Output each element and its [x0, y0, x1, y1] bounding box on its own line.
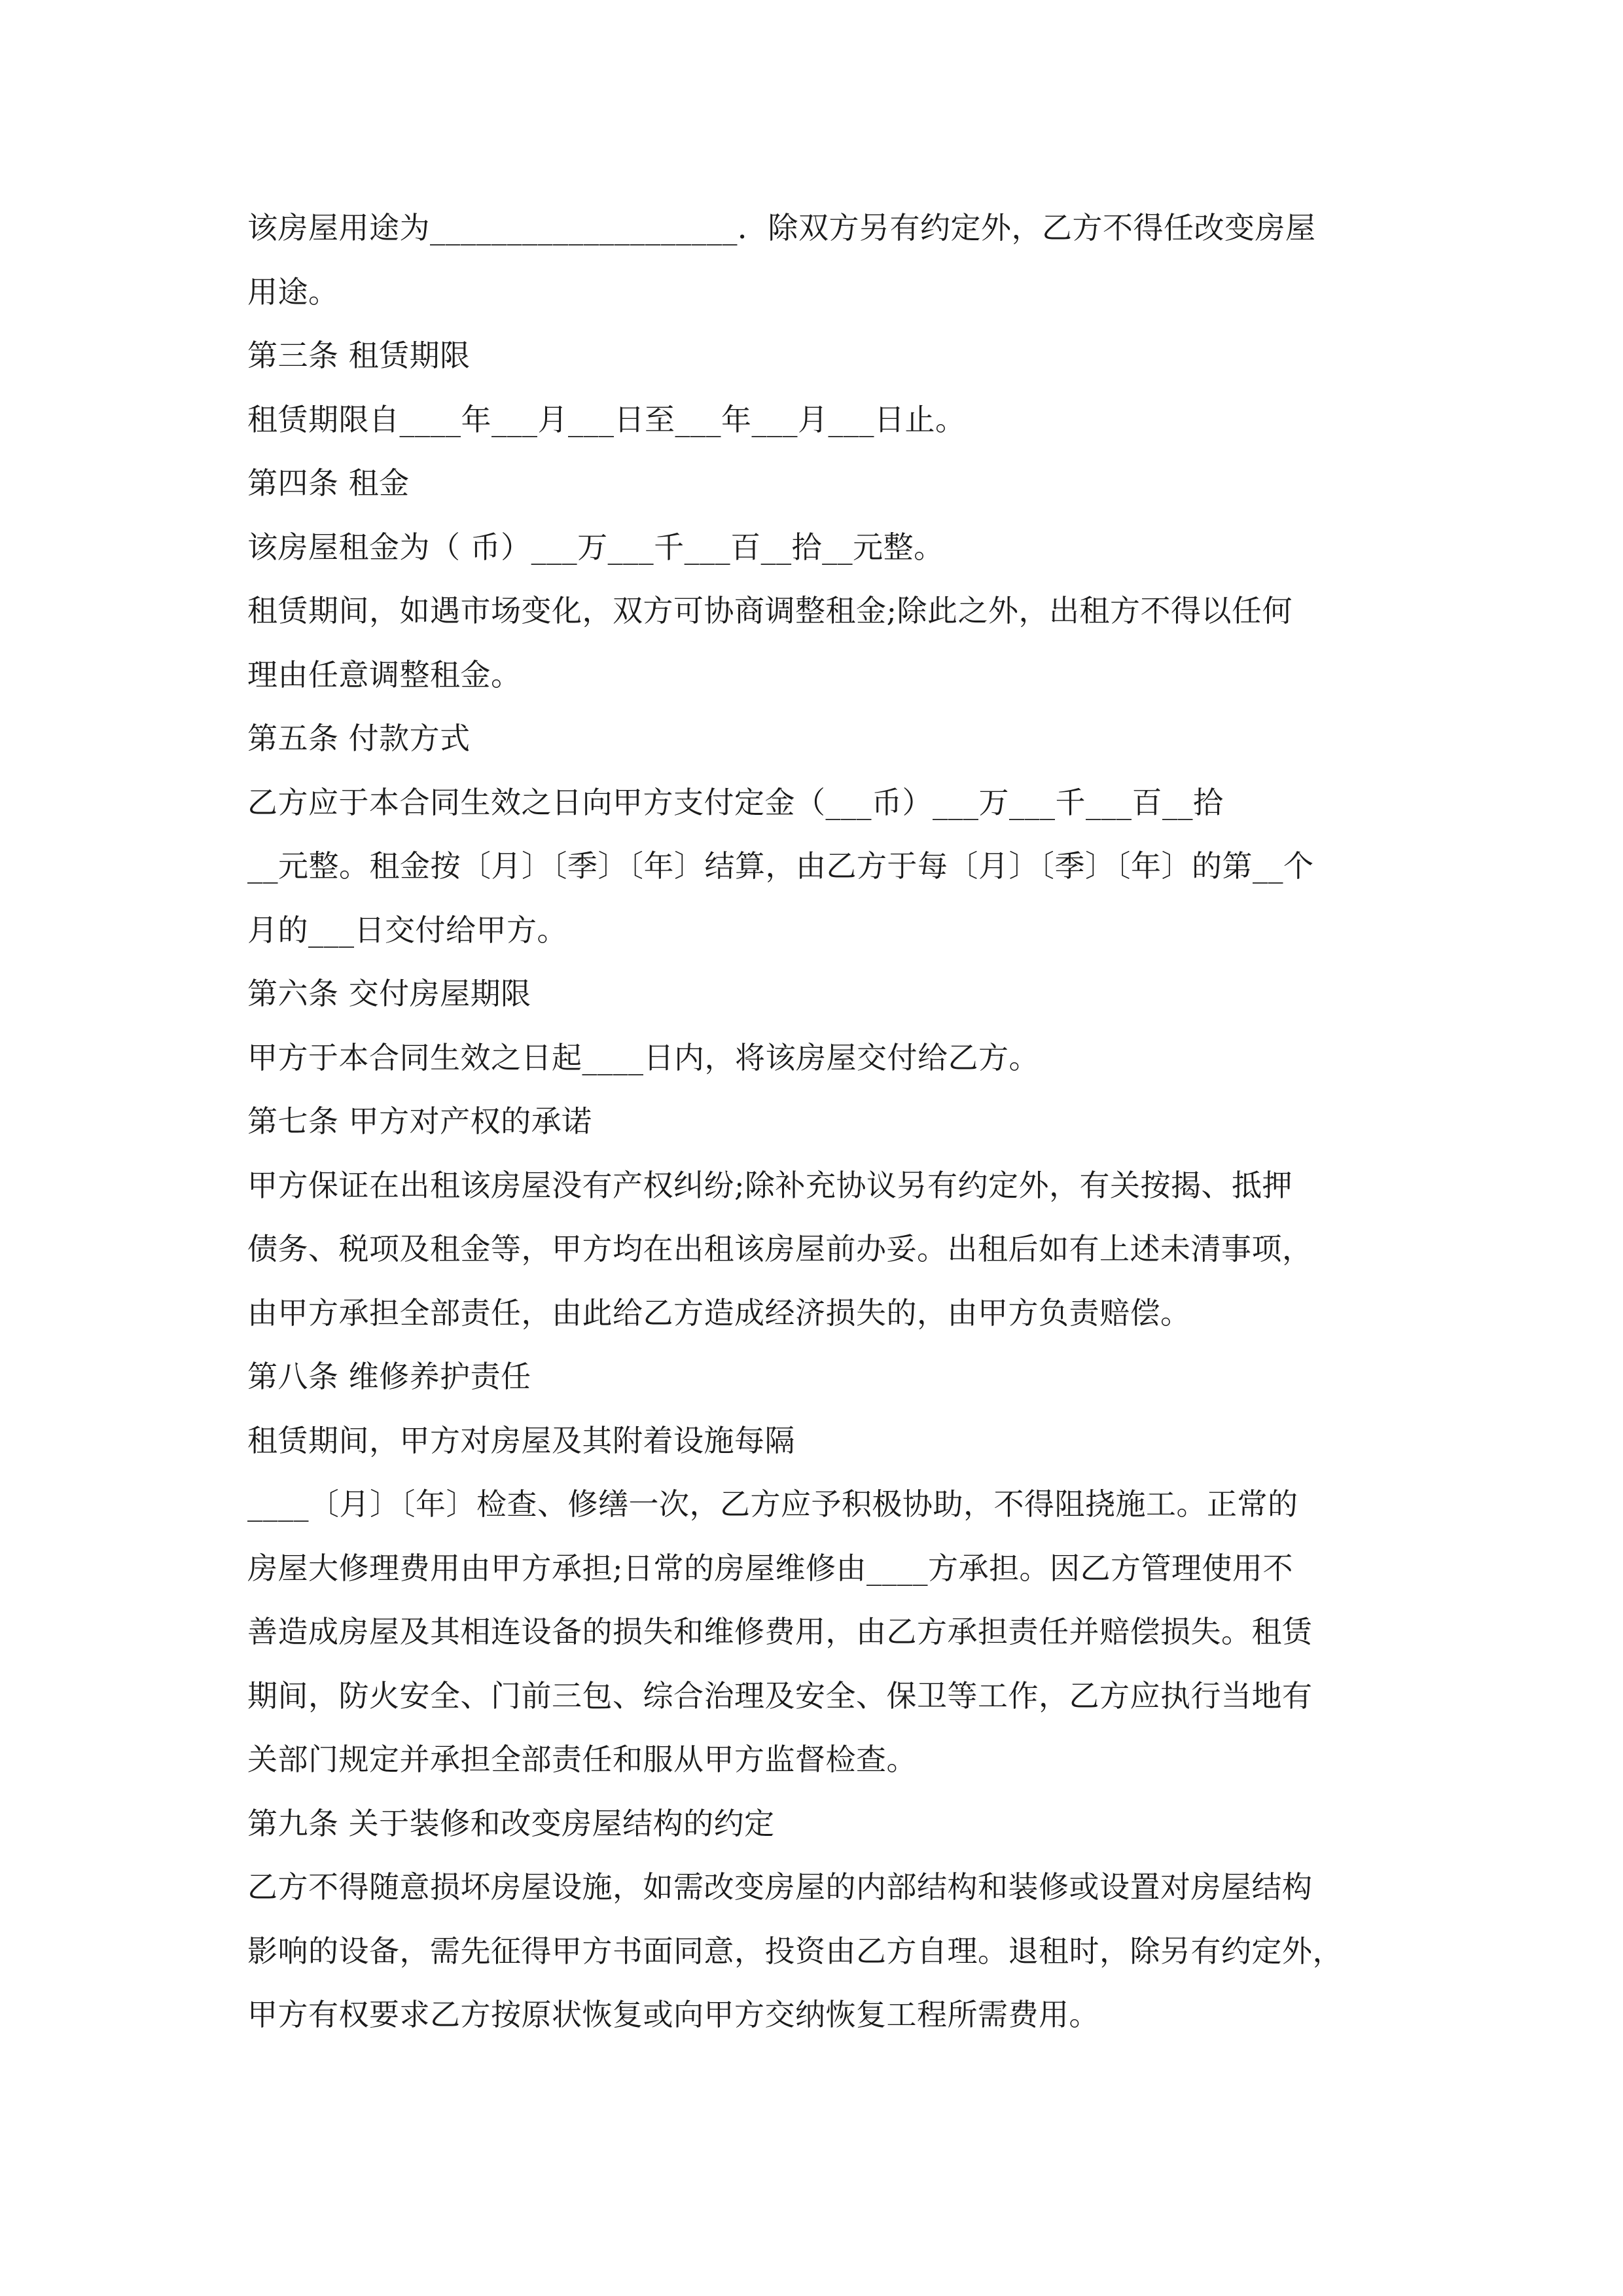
text-line: 租赁期间，如遇市场变化，双方可协商调整租金;除此之外，出租方不得以任何: [247, 593, 1293, 628]
article-heading: 第九条 关于装修和改变房屋结构的约定: [247, 1805, 775, 1841]
article-heading: 第七条 甲方对产权的承诺: [247, 1103, 592, 1139]
text-line: 用途。: [247, 274, 339, 310]
article-heading: 第五条 付款方式: [247, 721, 471, 756]
article-heading: 第四条 租金: [247, 465, 410, 501]
article-heading: 第六条 交付房屋期限: [247, 976, 531, 1011]
text-line: 该房屋租金为（ 币）___万___千___百__拾__元整。: [247, 529, 944, 565]
text-line: 关部门规定并承担全部责任和服从甲方监督检查。: [247, 1742, 917, 1777]
text-line: 乙方应于本合同生效之日向甲方支付定金（___币）___万___千___百__拾: [247, 784, 1224, 820]
text-line: 房屋大修理费用由甲方承担;日常的房屋维修由____方承担。因乙方管理使用不: [247, 1550, 1293, 1586]
text-line: 债务、税项及租金等，甲方均在出租该房屋前办妥。出租后如有上述未清事项，: [247, 1231, 1313, 1266]
text-line: ____〔月〕〔年〕检查、修缮一次，乙方应予积极协助，不得阻挠施工。正常的: [247, 1486, 1298, 1522]
contract-text-body: [247, 196, 1386, 2047]
text-line: 善造成房屋及其相连设备的损失和维修费用，由乙方承担责任并赔偿损失。租赁: [247, 1614, 1313, 1649]
article-heading: 第三条 租赁期限: [247, 338, 471, 373]
text-line: 该房屋用途为____________________．除双方另有约定外，乙方不得任改变房屋: [247, 210, 1316, 245]
text-line: 租赁期限自____年___月___日至___年___月___日止。: [247, 401, 966, 437]
text-line: 理由任意调整租金。: [247, 656, 522, 692]
text-line: 期间，防火安全、门前三包、综合治理及安全、保卫等工作，乙方应执行当地有: [247, 1677, 1313, 1713]
text-line: 租赁期间，甲方对房屋及其附着设施每隔: [247, 1422, 795, 1458]
text-line: 由甲方承担全部责任，由此给乙方造成经济损失的，由甲方负责赔偿。: [247, 1295, 1191, 1331]
text-line: 影响的设备，需先征得甲方书面同意，投资由乙方自理。退租时，除另有约定外，: [247, 1933, 1343, 1969]
text-line: 甲方有权要求乙方按原状恢复或向甲方交纳恢复工程所需费用。: [247, 1997, 1099, 2032]
text-line: 甲方于本合同生效之日起____日内，将该房屋交付给乙方。: [247, 1039, 1039, 1075]
text-line: 乙方不得随意损坏房屋设施，如需改变房屋的内部结构和装修或设置对房屋结构: [247, 1869, 1313, 1905]
text-line: 甲方保证在出租该房屋没有产权纠纷;除补充协议另有约定外，有关按揭、抵押: [247, 1167, 1293, 1203]
text-line: 月的___日交付给甲方。: [247, 912, 567, 948]
text-line: __元整。租金按〔月〕〔季〕〔年〕结算，由乙方于每〔月〕〔季〕〔年〕的第__个: [247, 848, 1314, 884]
article-heading: 第八条 维修养护责任: [247, 1359, 531, 1394]
